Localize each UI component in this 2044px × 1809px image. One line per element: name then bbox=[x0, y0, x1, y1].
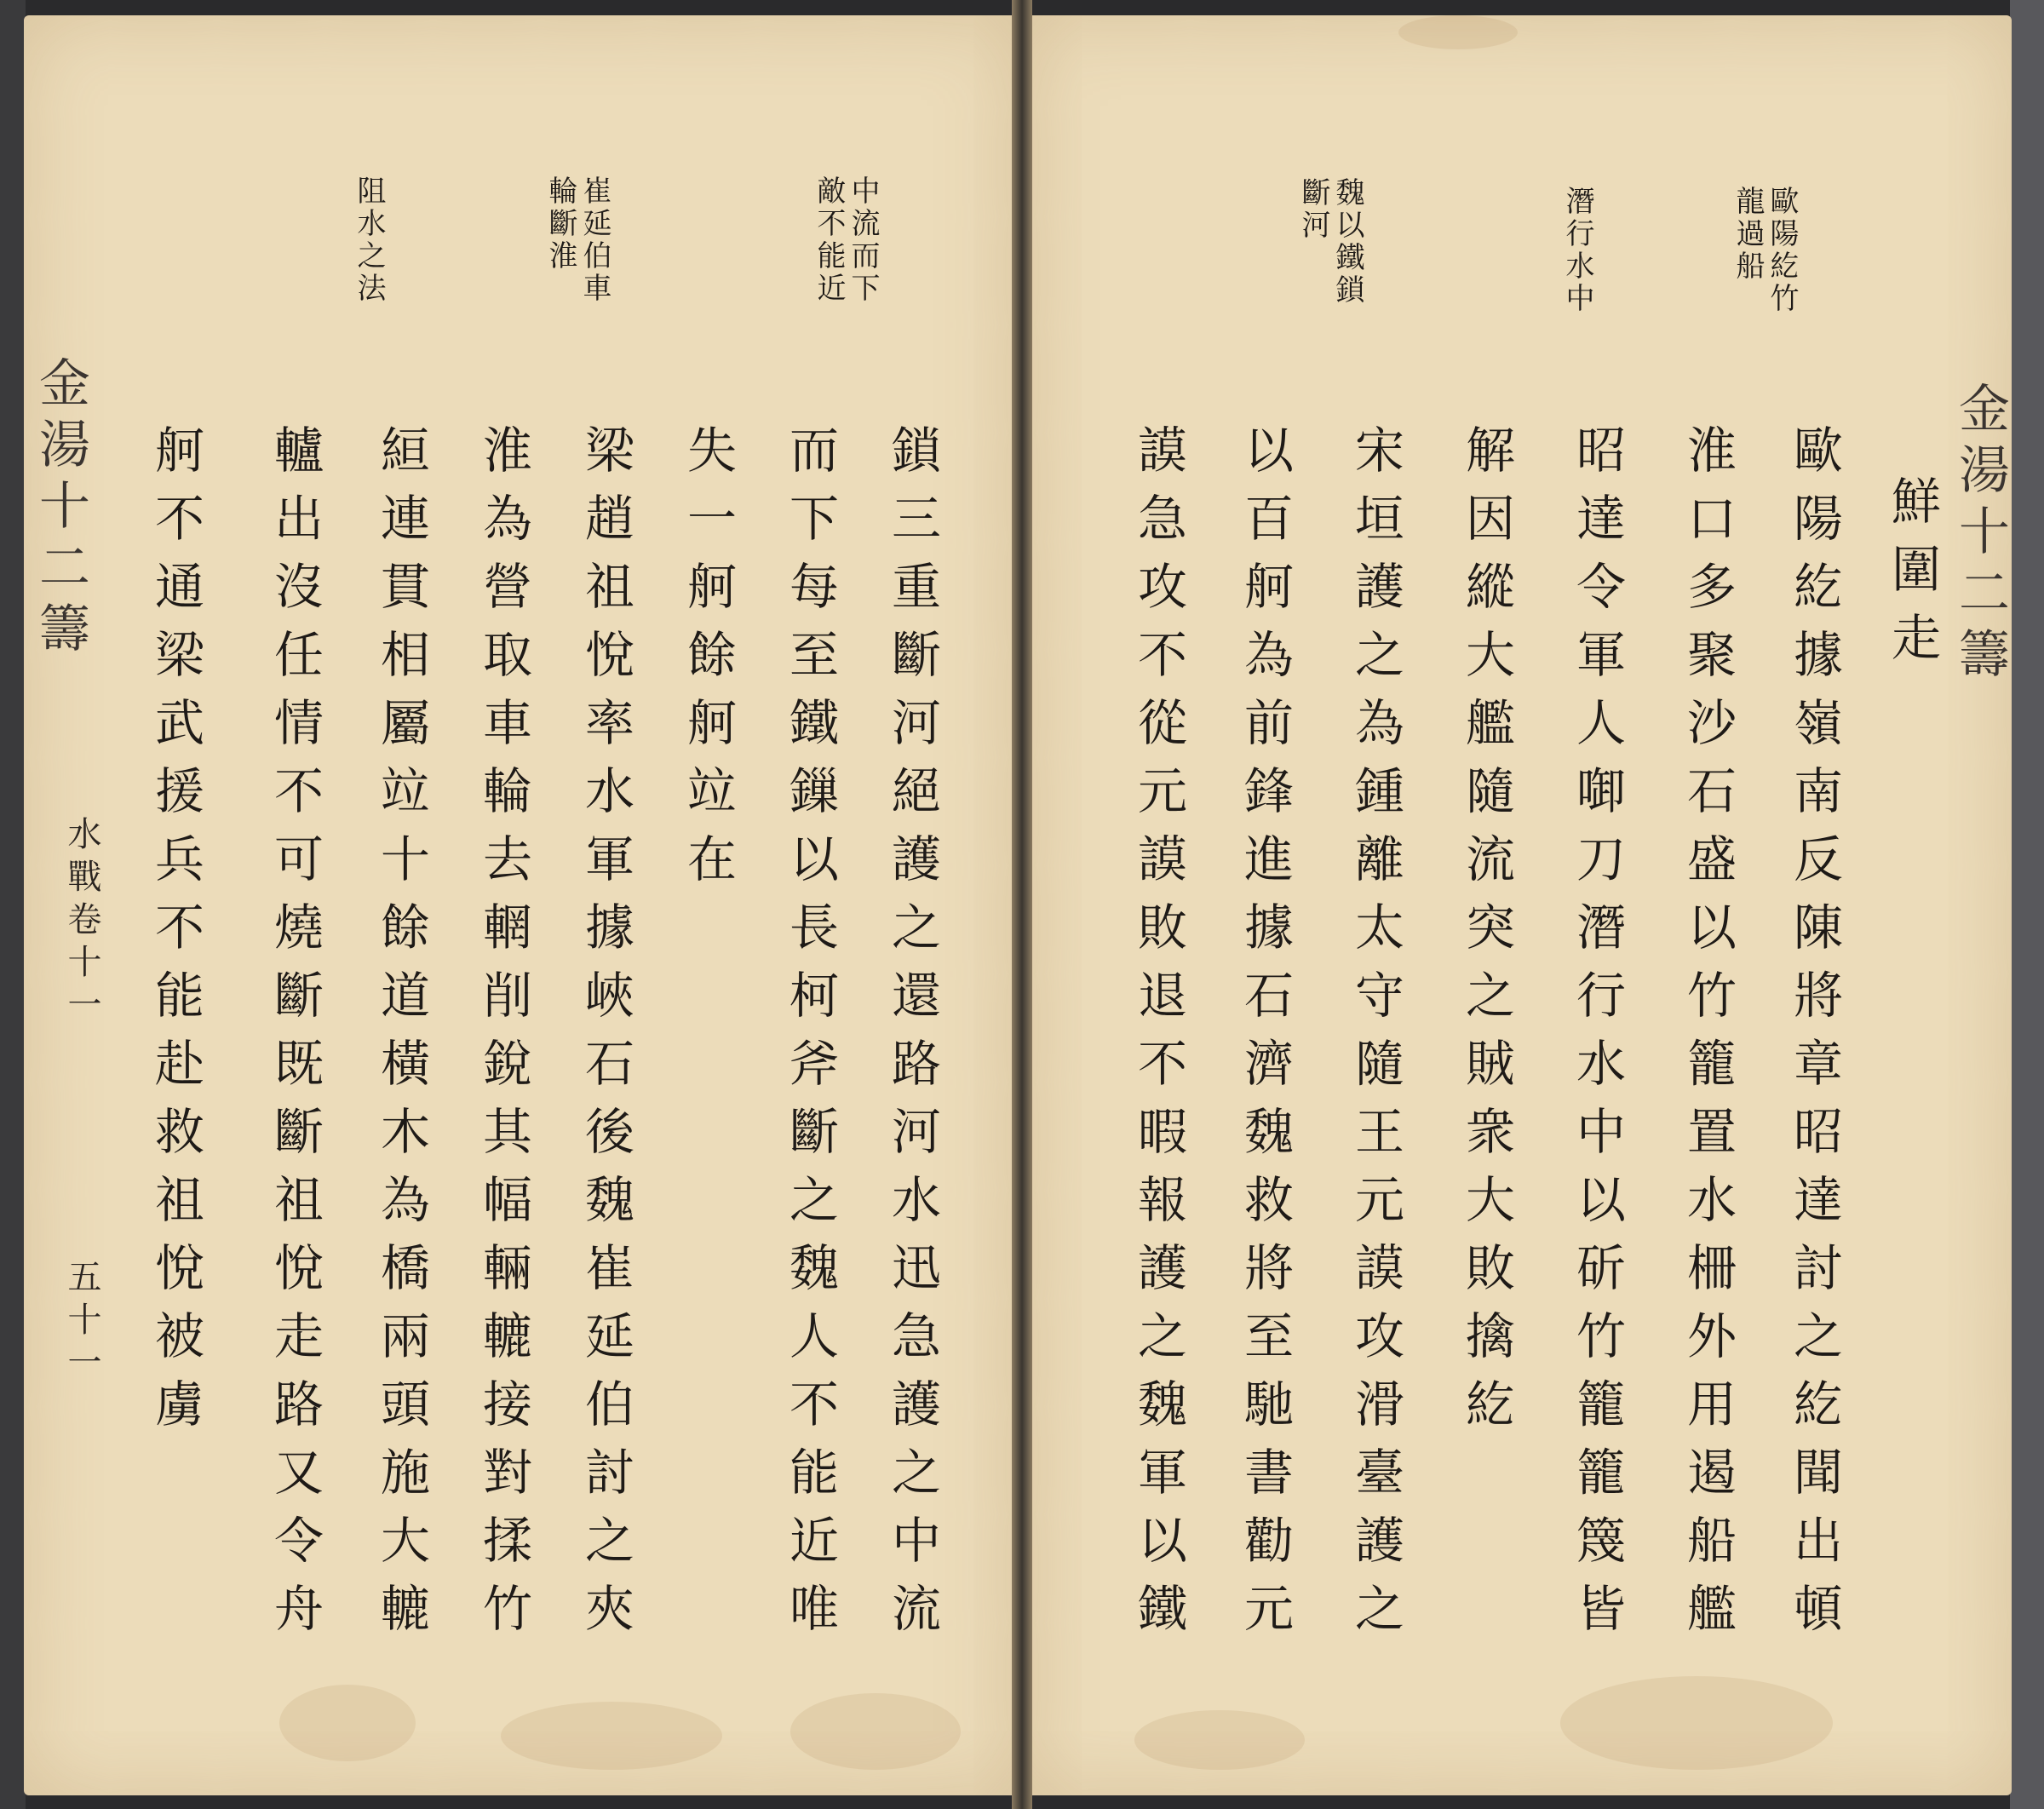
water-stain bbox=[501, 1702, 722, 1770]
water-stain bbox=[1134, 1710, 1305, 1770]
text-column: 鎖三重斷河絕護之還路河水迅急護之中流 bbox=[883, 424, 941, 1651]
text-column: 轤出沒任情不可燒斷既斷祖悅走路又令舟 bbox=[266, 424, 324, 1651]
left-page bbox=[24, 15, 1012, 1795]
margin-book-title: 金湯十二籌 bbox=[31, 356, 90, 663]
text-column: 而下每至鐵鏁以長柯斧斷之魏人不能近唯 bbox=[781, 424, 839, 1651]
marginal-note: 崔延伯車 輪斷淮 bbox=[543, 175, 611, 305]
marginal-note: 潛行水中 bbox=[1560, 186, 1594, 315]
marginal-note: 歐陽紇竹 龍過船 bbox=[1731, 186, 1799, 315]
right-page bbox=[1032, 15, 2012, 1795]
text-column: 梁趙祖悅率水軍據峽石後魏崔延伯討之夾 bbox=[577, 424, 634, 1651]
water-stain bbox=[279, 1685, 416, 1761]
water-stain bbox=[1398, 15, 1518, 49]
text-column: 絙連貫相屬竝十餘道橫木為橋兩頭施大轆 bbox=[372, 424, 430, 1651]
text-column: 鮮圍走 bbox=[1883, 475, 1941, 680]
text-column: 歐陽紇據嶺南反陳將章昭達討之紇聞出頓 bbox=[1785, 424, 1843, 1651]
text-column: 淮為營取車輪去輞削銳其幅輛轆接對揉竹 bbox=[474, 424, 532, 1651]
text-column: 昭達令軍人啣刀潛行水中以斫竹籠籠篾皆 bbox=[1568, 424, 1626, 1651]
book-gutter bbox=[1012, 0, 1032, 1809]
margin-section-title: 水戰卷十一 bbox=[62, 816, 101, 1029]
book-edge-left bbox=[0, 0, 26, 1809]
marginal-note: 魏以鐵鎖 斷河 bbox=[1296, 177, 1364, 307]
margin-book-title: 金湯十二籌 bbox=[1950, 382, 2010, 688]
marginal-note: 中流而下 敵不能近 bbox=[812, 175, 880, 305]
marginal-note: 阻水之法 bbox=[352, 175, 386, 305]
text-column: 解因縱大艦隨流突之賊衆大敗擒紇 bbox=[1457, 424, 1515, 1446]
text-column: 謨急攻不從元謨敗退不暇報護之魏軍以鐵 bbox=[1129, 424, 1187, 1651]
text-column: 淮口多聚沙石盛以竹籠置水柵外用遏船艦 bbox=[1679, 424, 1737, 1651]
text-column: 舸不通梁武援兵不能赴救祖悅被虜 bbox=[146, 424, 204, 1446]
text-column: 以百舸為前鋒進據石濟魏救將至馳書勸元 bbox=[1236, 424, 1294, 1651]
text-column: 宋垣護之為鍾離太守隨王元謨攻滑臺護之 bbox=[1346, 424, 1404, 1651]
book-edge-right bbox=[2010, 0, 2044, 1809]
water-stain bbox=[1560, 1676, 1833, 1770]
margin-page-number: 五十一 bbox=[62, 1259, 101, 1387]
text-column: 失一舸餘舸竝在 bbox=[679, 424, 737, 901]
water-stain bbox=[790, 1693, 961, 1770]
